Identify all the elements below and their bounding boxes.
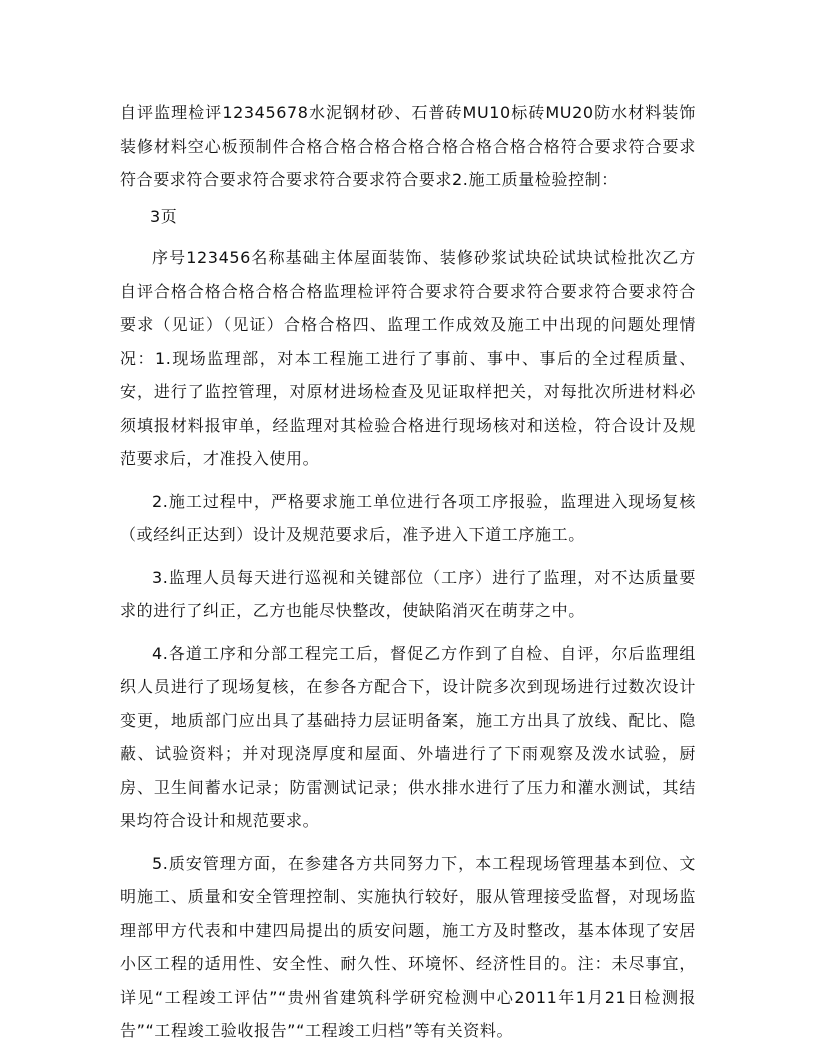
paragraph-quality-inspection: 序号123456名称基础主体屋面装饰、装修砂浆试块砼试块试检批次乙方自评合格合格合格合格合格监理检评符合要求符合要求符合要求符合要求符合要求（见证）（见证）合格合格四、监理工作成效及施工中出现的问题处理情况：1.现场监理部，对本工程施工进行了事前、事中、事后的全过程质量、安，进行了监控管理，对原材进场检查及见证取样把关，对每批次所进材料必须填报材料报审单，经监理对其检验合格进行现场核对和送检，符合设计及规范要求后，才准投入使用。 — [120, 248, 696, 468]
paragraph-construction-process: 2.施工过程中，严格要求施工单位进行各项工序报验，监理进入现场复核（或经纠正达到）设计及规范要求后，准予进入下道工序施工。 — [120, 491, 696, 544]
document-body — [120, 96, 696, 1057]
paragraph-safety-management: 5.质安管理方面，在参建各方共同努力下，本工程现场管理基本到位、文明施工、质量和安全管理控制、实施执行较好，服从管理接受监督，对现场监理部甲方代表和中建四局提出的质安问题，施工方及时整改，基本体现了安居小区工程的适用性、安全性、耐久性、环境怀、经济性目的。注：未尽事宜，详见“工程竣工评估”“贵州省建筑科学研究检测中心2011年1月21日检测报告”“工程竣工验收报告”“工程竣工归档”等有关资料。 — [120, 853, 696, 1040]
page-number: 3页 — [150, 206, 178, 226]
paragraph-self-inspection: 4.各道工序和分部工程完工后，督促乙方作到了自检、自评，尔后监理组织人员进行了现场复核，在参各方配合下，设计院多次到现场进行过数次设计变更，地质部门应出具了基础持力层证明备案，施工方出具了放线、配比、隐蔽、试验资料；并对现浇厚度和屋面、外墙进行了下雨观察及泼水试验，厨房、卫生间蓄水记录；防雷测试记录；供水排水进行了压力和灌水测试，其结果均符合设计和规范要求。 — [120, 643, 696, 830]
paragraph-daily-patrol: 3.监理人员每天进行巡视和关键部位（工序）进行了监理，对不达质量要求的进行了纠正，乙方也能尽快整改，使缺陷消灭在萌芽之中。 — [120, 567, 696, 620]
paragraph-inspection-table-text: 自评监理检评12345678水泥钢材砂、石普砖MU10标砖MU20防水材料装饰装修材料空心板预制件合格合格合格合格合格合格合格合格符合要求符合要求符合要求符合要求符合要求符合要求符合要求2.施工质量检验控制： — [120, 103, 696, 189]
